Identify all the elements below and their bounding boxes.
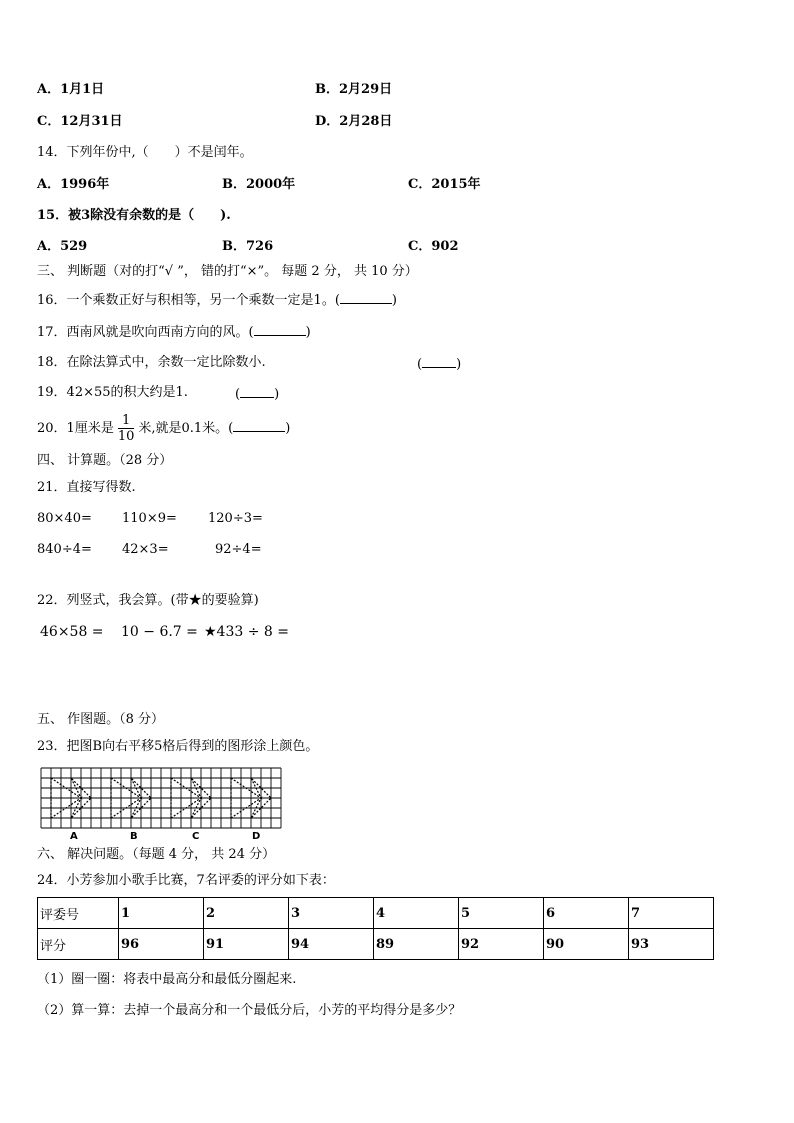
option-a: A．1月1日 — [37, 82, 105, 97]
table-cell[interactable]: 96 — [119, 929, 204, 960]
table-cell: 2 — [204, 898, 289, 929]
option-d: D．2月28日 — [315, 114, 393, 129]
answer-parens — [235, 385, 279, 403]
table-cell: 7 — [629, 898, 714, 929]
answer-blank[interactable] — [340, 291, 392, 304]
question-24: 24．小芳参加小歌手比赛，7名评委的评分如下表： — [37, 873, 335, 888]
sub-question-1: （1）圈一圈：将表中最高分和最低分圈起来. — [37, 972, 297, 987]
open-paren: ( — [235, 387, 241, 402]
answer-blank[interactable] — [240, 385, 274, 398]
shape-label-d: D — [252, 831, 261, 842]
question-18 — [37, 355, 266, 371]
option-c: C．2015年 — [408, 177, 481, 192]
table-cell[interactable]: 93 — [629, 929, 714, 960]
question-text: 20．1厘米是 — [37, 421, 114, 436]
close-paren: ) — [285, 421, 291, 436]
option-b: B．726 — [222, 239, 274, 254]
answer-parens — [417, 355, 461, 373]
close-paren: ) — [391, 293, 397, 308]
question-text: 17．西南风就是吹向西南方向的风。( — [37, 325, 254, 340]
calc-item: 110×9= — [122, 511, 177, 526]
table-cell: 评分 — [38, 929, 119, 960]
section-title: 六、 解决问题。（每题 4 分， 共 24 分） — [37, 847, 276, 862]
table-cell[interactable]: 89 — [374, 929, 459, 960]
fraction — [118, 413, 135, 444]
section-title: 三、 判断题（对的打“√ ”， 错的打“×”。 每题 2 分， 共 10 分） — [37, 264, 418, 279]
section-title: 五、 作图题。（8 分） — [37, 712, 165, 727]
calc-item: 80×40= — [37, 511, 92, 526]
calc-item: 10 − 6.7 = — [121, 624, 198, 640]
calc-item: 120÷3= — [208, 511, 263, 526]
table-cell: 3 — [289, 898, 374, 929]
table-cell[interactable]: 94 — [289, 929, 374, 960]
option-c: C．902 — [408, 239, 459, 254]
calc-item: 840÷4= — [37, 542, 92, 557]
table-cell: 1 — [119, 898, 204, 929]
question-19 — [37, 385, 188, 401]
shape-label-a: A — [70, 831, 78, 842]
table-cell: 5 — [459, 898, 544, 929]
translation-grid-figure — [38, 766, 284, 830]
section-title: 四、 计算题。（28 分） — [37, 453, 173, 468]
option-a: A．529 — [37, 239, 88, 254]
question-text-2: 米,就是0.1米。( — [138, 421, 234, 436]
shape-label-b: B — [130, 831, 138, 842]
grid-lines — [41, 768, 281, 828]
table-cell[interactable]: 90 — [544, 929, 629, 960]
calc-item: 92÷4= — [215, 542, 262, 557]
option-b: B．2月29日 — [315, 82, 393, 97]
question-17 — [37, 323, 311, 341]
numerator: 1 — [118, 413, 135, 429]
table-row — [38, 898, 714, 929]
answer-blank[interactable] — [233, 419, 285, 432]
question-23: 23．把图B向右平移5格后得到的图形涂上颜色。 — [37, 739, 319, 754]
question-14: 14．下列年份中,（ ）不是闰年。 — [37, 145, 253, 160]
close-paren: ) — [305, 325, 311, 340]
table-cell: 6 — [544, 898, 629, 929]
table-row — [38, 929, 714, 960]
question-22: 22．列竖式，我会算。(带★的要验算) — [37, 593, 259, 608]
denominator: 10 — [117, 429, 135, 444]
close-paren: ) — [274, 387, 280, 402]
option-c: C．12月31日 — [37, 114, 123, 129]
open-paren: ( — [417, 357, 423, 372]
question-text: 18．在除法算式中，余数一定比除数小. — [37, 355, 266, 370]
score-table — [37, 897, 714, 960]
sub-question-2: （2）算一算：去掉一个最高分和一个最低分后，小芳的平均得分是多少？ — [37, 1003, 462, 1018]
option-b: B．2000年 — [222, 177, 296, 192]
question-20 — [37, 412, 290, 446]
table-cell: 4 — [374, 898, 459, 929]
shape-label-c: C — [192, 831, 200, 842]
calc-item: 46×58 = — [40, 624, 104, 640]
table-cell: 评委号 — [38, 898, 119, 929]
calc-item: ★433 ÷ 8 = — [204, 624, 289, 640]
question-21: 21．直接写得数. — [37, 480, 136, 495]
calc-item: 42×3= — [122, 542, 169, 557]
option-a: A．1996年 — [37, 177, 110, 192]
table-cell[interactable]: 92 — [459, 929, 544, 960]
close-paren: ) — [456, 357, 462, 372]
answer-blank[interactable] — [254, 323, 306, 336]
question-text: 16．一个乘数正好与积相等，另一个乘数一定是1。( — [37, 293, 340, 308]
question-text: 19．42×55的积大约是1. — [37, 385, 188, 400]
answer-blank[interactable] — [422, 355, 456, 368]
table-cell[interactable]: 91 — [204, 929, 289, 960]
question-15: 15．被3除没有余数的是（ ). — [37, 208, 231, 223]
question-16 — [37, 291, 397, 309]
